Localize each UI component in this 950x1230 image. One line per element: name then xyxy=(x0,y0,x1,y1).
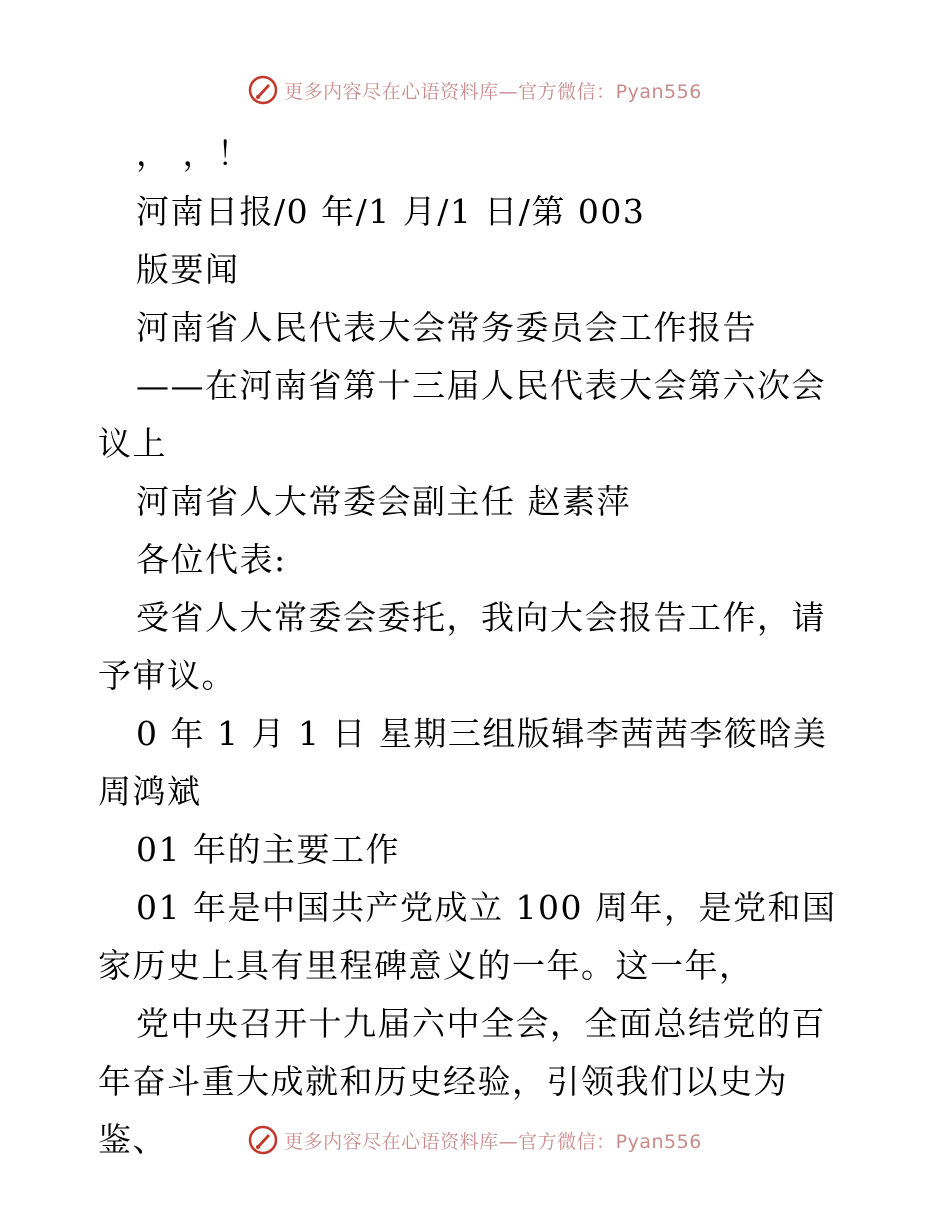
pen-logo-icon xyxy=(248,75,278,105)
header-watermark xyxy=(0,70,950,110)
watermark-text: 更多内容尽在心语资料库—官方微信：Pyan556 xyxy=(284,80,702,103)
paragraph: 01 年是中国共产党成立 100 周年，是党和国家历史上具有里程碑意义的一年。这一年， xyxy=(98,888,837,985)
document-title: 河南省人民代表大会常务委员会工作报告 xyxy=(136,308,757,347)
section-heading: 01 年的主要工作 xyxy=(136,830,400,869)
footer-watermark xyxy=(0,1120,950,1160)
pen-logo-icon xyxy=(248,1125,278,1155)
salutation: 各位代表: xyxy=(136,540,287,579)
paragraph: 0 年 1 月 1 日 星期三组版辑李茜茜李筱晗美周鸿斌 xyxy=(98,714,828,811)
document-subtitle: ——在河南省第十三届人民代表大会第六次会议上 xyxy=(98,366,826,463)
document-body xyxy=(0,125,950,1169)
paragraph: 河南日报/0 年/1 月/1 日/第 003 xyxy=(136,192,646,231)
watermark-text: 更多内容尽在心语资料库—官方微信：Pyan556 xyxy=(284,1130,702,1153)
paragraph: 版要闻 xyxy=(136,250,240,289)
paragraph: 受省人大常委会委托，我向大会报告工作，请予审议。 xyxy=(98,598,826,695)
paragraph: 党中央召开十九届六中全会，全面总结党的百年奋斗重大成就和历史经验，引领我们以史为鉴、 xyxy=(98,1004,826,1159)
author-line: 河南省人大常委会副主任 赵素萍 xyxy=(136,482,631,521)
paragraph: ， ，！ xyxy=(136,134,252,173)
